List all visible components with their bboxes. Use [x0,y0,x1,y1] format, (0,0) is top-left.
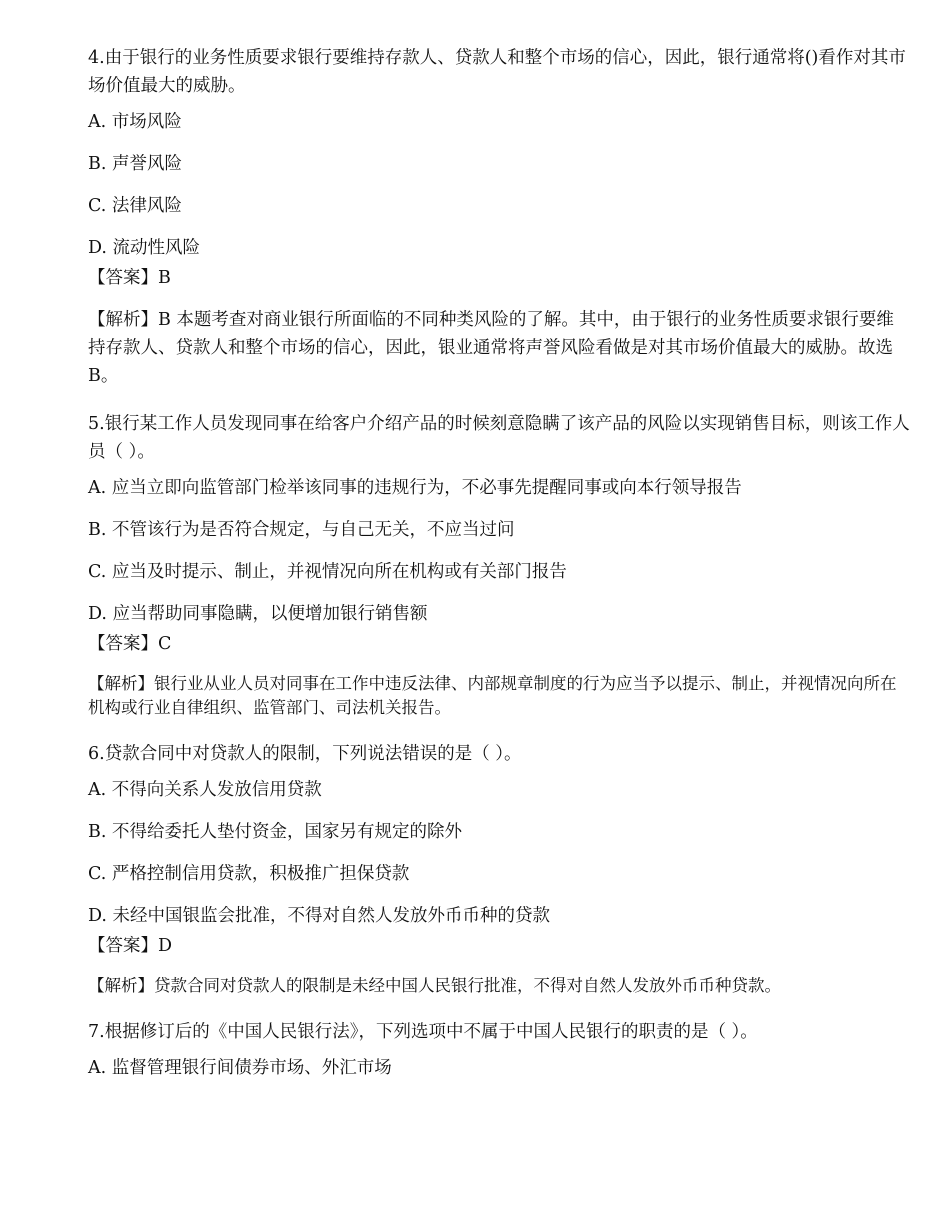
option-a: A. 市场风险 [88,112,182,132]
question-stem: 5.银行某工作人员发现同事在给客户介绍产品的时候刻意隐瞒了该产品的风险以实现销售目标，则该工作人员（ ）。 [88,414,910,462]
document-page [88,44,910,1096]
option-c: C. 严格控制信用贷款，积极推广担保贷款 [88,864,410,884]
option-a: A. 不得向关系人发放信用贷款 [88,780,322,800]
answer-line: 【答案】B [88,268,171,288]
option-d: D. 流动性风险 [88,238,201,258]
analysis-paragraph: 【解析】B 本题考查对商业银行所面临的不同种类风险的了解。其中，由于银行的业务性质要求银行要维持存款人、贷款人和整个市场的信心，因此，银业通常将声誉风险看做是对其市场价值最大的威胁。故选 B。 [88,310,894,386]
analysis-paragraph: 【解析】银行业从业人员对同事在工作中违反法律、内部规章制度的行为应当予以提示、制止，并视情况向所在机构或行业自律组织、监管部门、司法机关报告。 [88,674,897,717]
question-5 [88,410,910,720]
option-d: D. 未经中国银监会批准，不得对自然人发放外币币种的贷款 [88,906,551,926]
option-c: C. 法律风险 [88,196,182,216]
answer-line: 【答案】C [88,634,172,654]
question-4 [88,44,910,390]
option-a: A. 监督管理银行间债券市场、外汇市场 [88,1058,392,1078]
option-b: B. 不得给委托人垫付资金，国家另有规定的除外 [88,822,462,842]
question-stem: 6.贷款合同中对贷款人的限制，下列说法错误的是（ ）。 [88,744,522,764]
option-b: B. 不管该行为是否符合规定，与自己无关，不应当过问 [88,520,515,540]
analysis-paragraph: 【解析】贷款合同对贷款人的限制是未经中国人民银行批准，不得对自然人发放外币币种贷款。 [88,976,781,995]
question-6 [88,740,910,998]
answer-line: 【答案】D [88,936,173,956]
option-b: B. 声誉风险 [88,154,182,174]
question-7 [88,1018,910,1082]
question-stem: 7.根据修订后的《中国人民银行法》，下列选项中不属于中国人民银行的职责的是（ ）。 [88,1022,758,1042]
option-c: C. 应当及时提示、制止，并视情况向所在机构或有关部门报告 [88,562,567,582]
question-stem: 4.由于银行的业务性质要求银行要维持存款人、贷款人和整个市场的信心，因此，银行通常将()看作对其市场价值最大的威胁。 [88,48,906,96]
option-d: D. 应当帮助同事隐瞒，以便增加银行销售额 [88,604,428,624]
option-a: A. 应当立即向监管部门检举该同事的违规行为，不必事先提醒同事或向本行领导报告 [88,478,742,498]
